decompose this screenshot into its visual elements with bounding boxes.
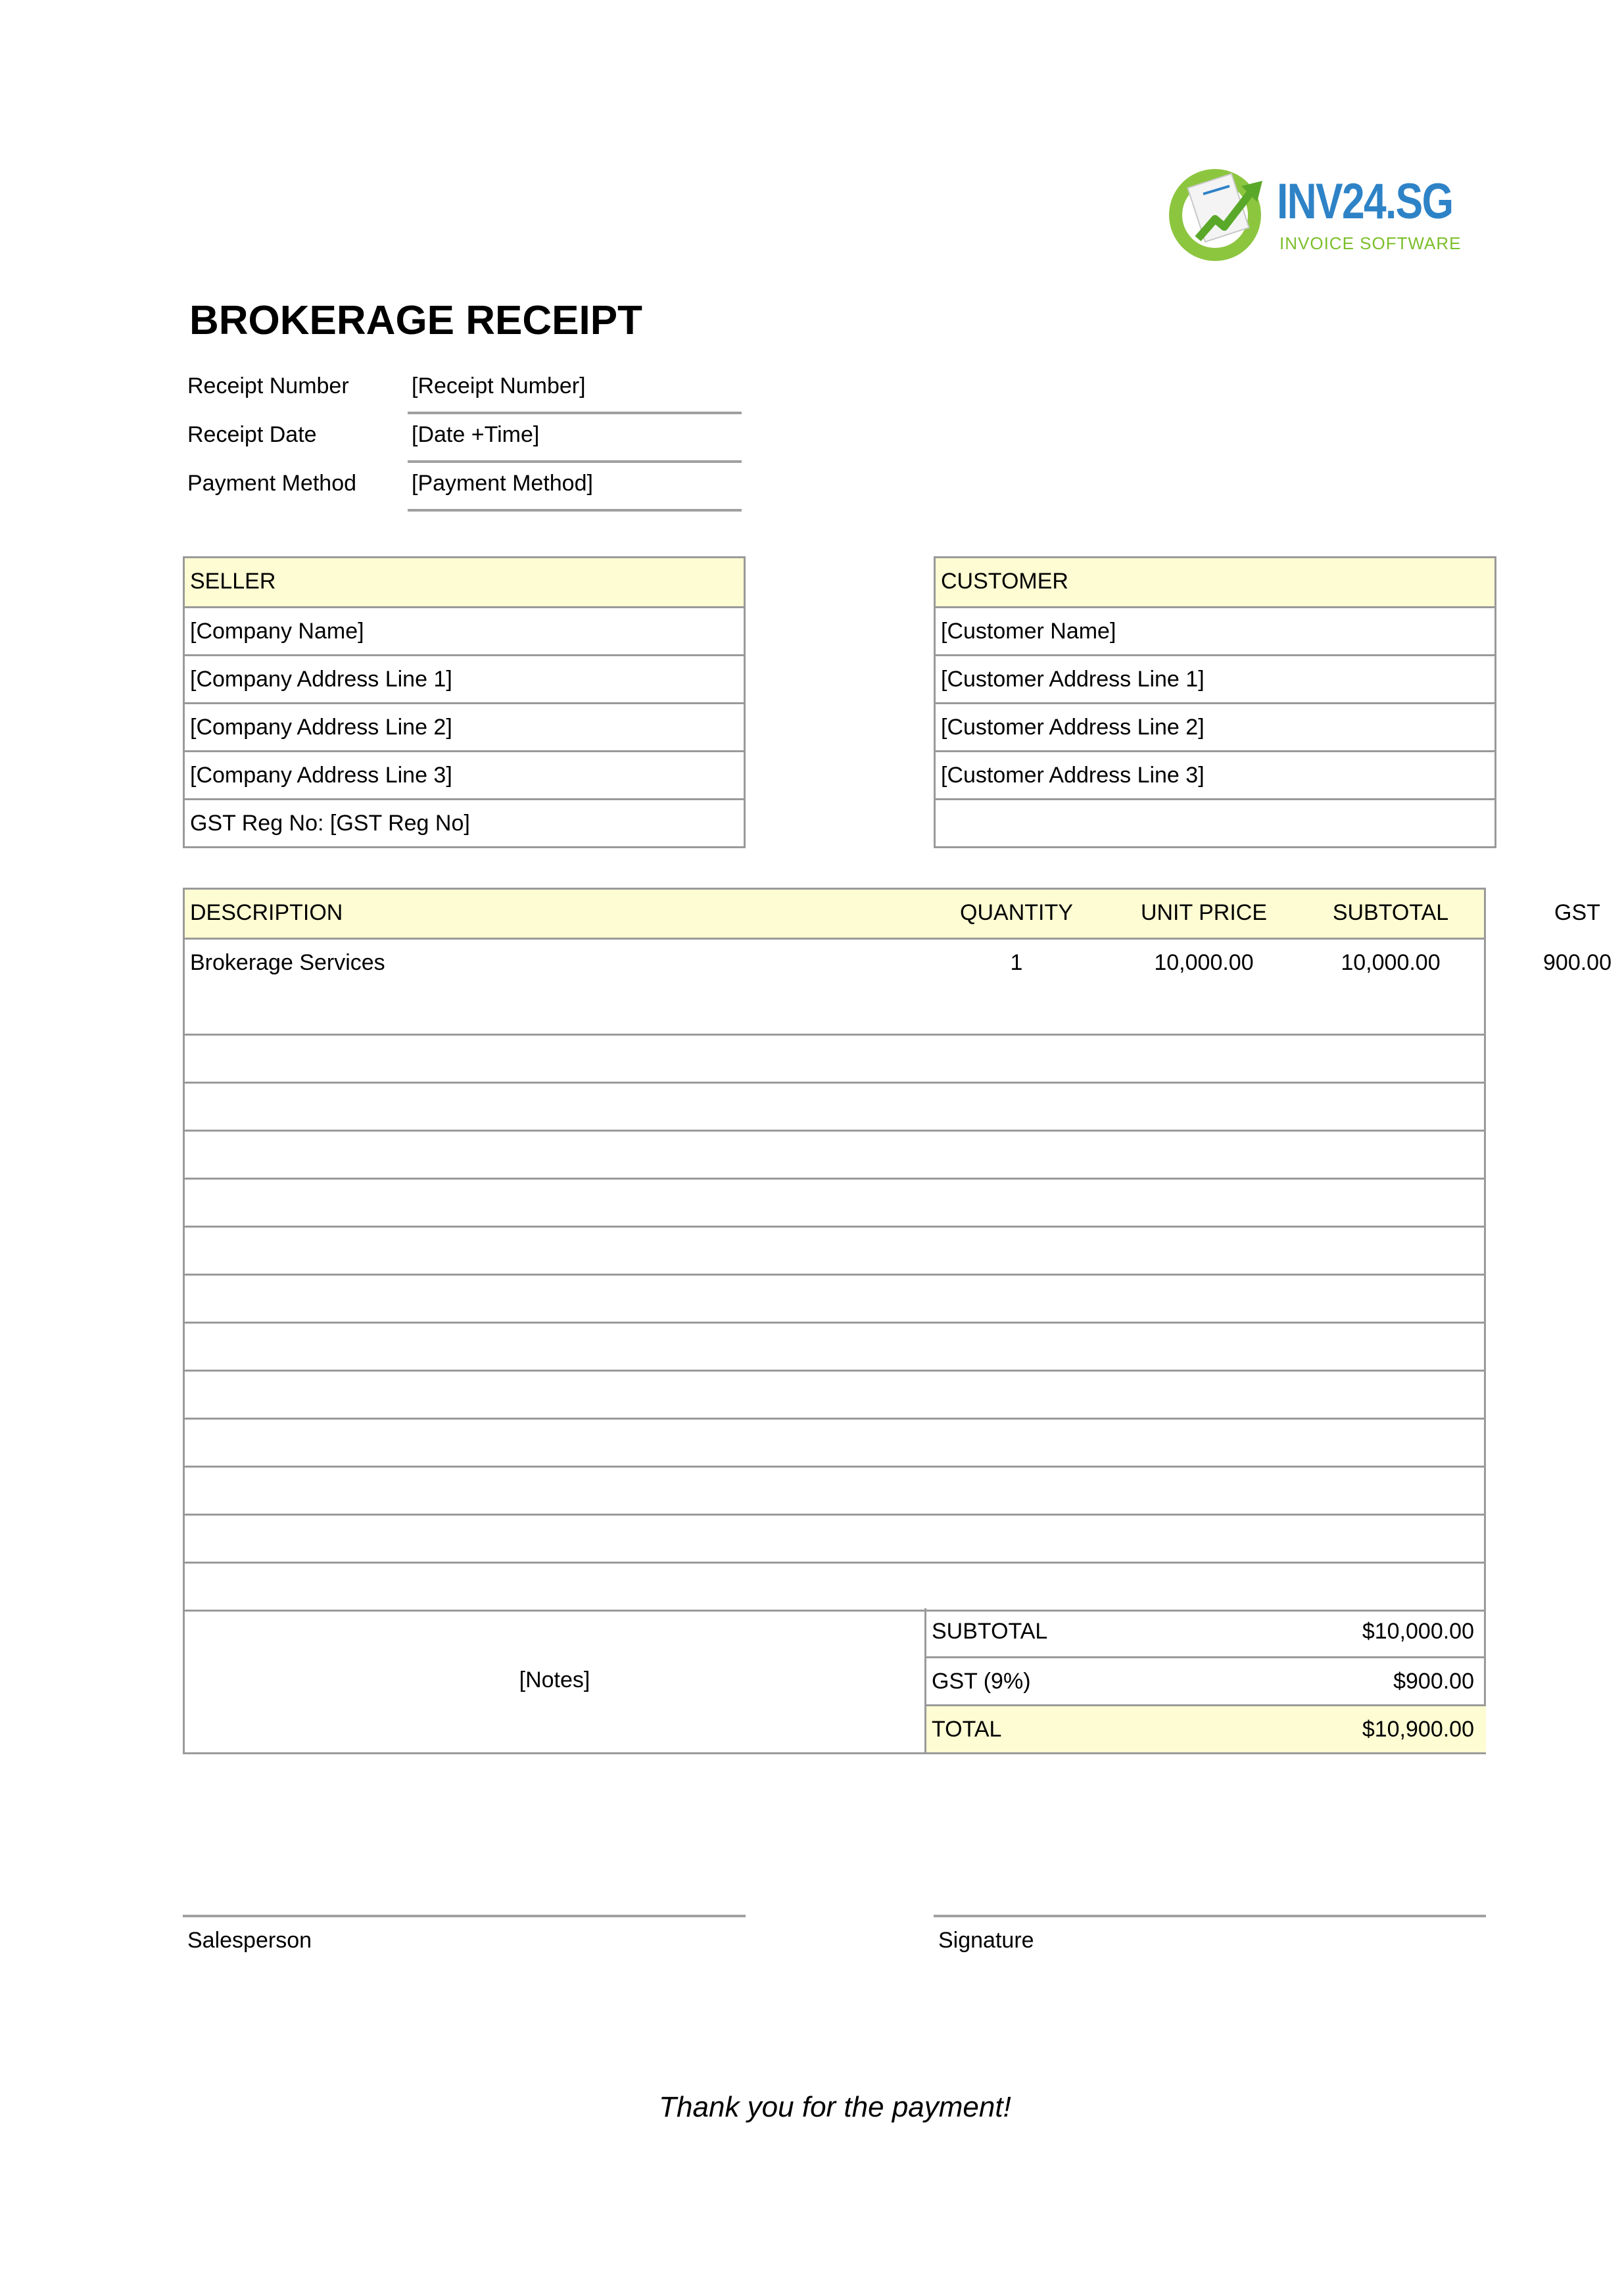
gst-value: $900.00	[1393, 1669, 1474, 1694]
header-gst: GST	[1554, 900, 1600, 925]
item-subtotal[interactable]: 10,000.00	[1341, 950, 1441, 975]
customer-name[interactable]: [Customer Name]	[936, 606, 1494, 654]
total-row	[926, 1704, 1486, 1752]
seller-address-line-1[interactable]: [Company Address Line 1]	[185, 654, 744, 702]
logo-tagline: INVOICE SOFTWARE	[1279, 233, 1462, 253]
salesperson-signature-line[interactable]	[183, 1915, 746, 1917]
payment-method-label: Payment Method	[187, 471, 357, 496]
payment-method-underline	[408, 509, 742, 512]
seller-address-line-2[interactable]: [Company Address Line 2]	[185, 702, 744, 750]
receipt-date-label: Receipt Date	[187, 422, 317, 447]
notes-field[interactable]: [Notes]	[185, 1608, 926, 1752]
item-gst[interactable]: 900.00	[1543, 950, 1612, 975]
logo-wordmark: INV24.SG	[1277, 174, 1453, 229]
company-logo	[1164, 161, 1473, 266]
gst-label: GST (9%)	[932, 1669, 1031, 1694]
table-row[interactable]	[185, 1274, 1484, 1322]
payment-method-value[interactable]: [Payment Method]	[412, 471, 593, 496]
table-row[interactable]	[185, 1082, 1484, 1130]
header-description: DESCRIPTION	[190, 900, 343, 925]
receipt-number-label: Receipt Number	[187, 373, 349, 398]
seller-table	[183, 556, 746, 848]
items-header-row	[185, 890, 1600, 938]
subtotal-label: SUBTOTAL	[932, 1619, 1048, 1644]
header-quantity: QUANTITY	[960, 900, 1073, 925]
subtotal-row	[926, 1608, 1486, 1656]
table-row[interactable]	[185, 938, 1612, 986]
thank-you-message: Thank you for the payment!	[659, 2091, 1011, 2123]
customer-extra-line[interactable]	[936, 798, 1494, 846]
table-row[interactable]	[185, 1418, 1484, 1466]
header-unit-price: UNIT PRICE	[1140, 900, 1268, 925]
table-row[interactable]	[185, 1178, 1484, 1226]
customer-address-line-2[interactable]: [Customer Address Line 2]	[936, 702, 1494, 750]
total-label: TOTAL	[932, 1717, 1002, 1742]
logo-chart-icon	[1164, 161, 1276, 266]
customer-header: CUSTOMER	[936, 558, 1494, 606]
seller-address-line-3[interactable]: [Company Address Line 3]	[185, 750, 744, 798]
table-row[interactable]	[185, 1322, 1484, 1370]
subtotal-value: $10,000.00	[1362, 1619, 1474, 1644]
table-row[interactable]	[185, 986, 1484, 1034]
seller-header: SELLER	[185, 558, 744, 606]
receipt-date-underline	[408, 460, 742, 463]
table-row[interactable]	[185, 1514, 1484, 1562]
table-row[interactable]	[185, 1562, 1484, 1610]
item-description[interactable]: Brokerage Services	[190, 950, 385, 975]
totals-block	[183, 1608, 1486, 1754]
customer-table	[934, 556, 1496, 848]
empty-rows	[185, 986, 1484, 1610]
customer-address-line-3[interactable]: [Customer Address Line 3]	[936, 750, 1494, 798]
item-quantity[interactable]: 1	[1010, 950, 1023, 975]
page-title: BROKERAGE RECEIPT	[189, 298, 642, 343]
table-row[interactable]	[185, 1370, 1484, 1418]
customer-address-line-1[interactable]: [Customer Address Line 1]	[936, 654, 1494, 702]
receipt-number-value[interactable]: [Receipt Number]	[412, 373, 586, 398]
signature-label: Signature	[938, 1928, 1034, 1953]
total-value: $10,900.00	[1362, 1717, 1474, 1742]
items-table	[183, 888, 1612, 1612]
seller-gst-reg-no[interactable]: GST Reg No: [GST Reg No]	[185, 798, 744, 846]
seller-company-name[interactable]: [Company Name]	[185, 606, 744, 654]
receipt-date-value[interactable]: [Date +Time]	[412, 422, 540, 447]
receipt-number-underline	[408, 412, 742, 414]
table-row[interactable]	[185, 1130, 1484, 1178]
table-row[interactable]	[185, 1034, 1484, 1082]
header-subtotal: SUBTOTAL	[1332, 900, 1449, 925]
salesperson-label: Salesperson	[187, 1928, 312, 1953]
gst-row	[926, 1656, 1486, 1704]
item-unit-price[interactable]: 10,000.00	[1154, 950, 1254, 975]
table-row[interactable]	[185, 1466, 1484, 1514]
signature-line[interactable]	[934, 1915, 1486, 1917]
table-row[interactable]	[185, 1226, 1484, 1274]
